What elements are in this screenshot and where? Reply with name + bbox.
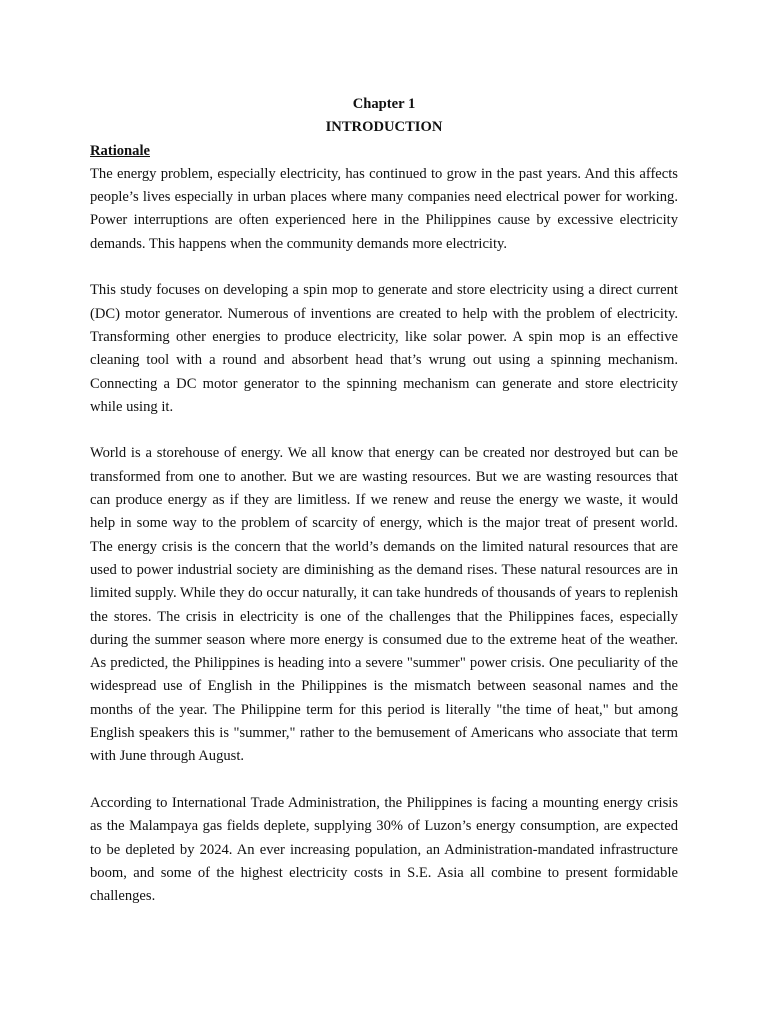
chapter-number: Chapter 1 xyxy=(352,96,416,112)
paragraph: According to International Trade Administration, the Philippines is facing a mounting energy crisis as the Malampaya gas fields deplete, supplying 30% of Luzon’s energy consumption, are expected to be depleted by 2024. An ever increasing population, an Administration-mandated infrastructure boom, and some of the highest electricity costs in S.E. Asia all combine to present formidable challenges. xyxy=(90,794,678,905)
paragraph: The energy problem, especially electricity, has continued to grow in the past years. And this affects people’s lives especially in urban places where many companies need electrical power for working. Power interruptions are often experienced here in the Philippines cause by excessive electricity demands. This happens when the community demands more electricity. xyxy=(90,165,678,252)
chapter-title: INTRODUCTION xyxy=(325,119,443,136)
paragraph: This study focuses on developing a spin mop to generate and store electricity using a direct current (DC) motor generator. Numerous of inventions are created to help with the problem of electricity. Transforming other energies to produce electricity, like solar power. A spin mop is an effective cleaning tool with a round and absorbent head that’s wrung out using a spinning mechanism. Connecting a DC motor generator to the spinning mechanism can generate and store electricity while using it. xyxy=(90,282,678,415)
paragraph: World is a storehouse of energy. We all know that energy can be created nor destroyed but can be transformed from one to another. But we are wasting resources. But we are wasting resources that can produce energy as if they are limitless. If we renew and reuse the energy we waste, it would help in some way to the problem of scarcity of energy, which is the major treat of present world. The energy crisis is the concern that the world’s demands on the limited natural resources that are used to power industrial society are diminishing as the demand rises. These natural resources are in limited supply. While they do occur naturally, it can take hundreds of thousands of years to replenish the stores. The crisis in electricity is one of the challenges that the Philippines faces, especially during the summer season where more energy is consumed due to the extreme heat of the weather. As predicted, the Philippines is heading into a severe "summer" power crisis. One peculiarity of the widespread use of English in the Philippines is the mismatch between seasonal names and the months of the year. The Philippine term for this period is literally "the time of heat," but among English speakers this is "summer," rather to the bemusement of Americans who associate that term with June through August. xyxy=(90,445,678,765)
section-heading: Rationale xyxy=(90,142,150,159)
body-text xyxy=(90,163,678,909)
document-page xyxy=(90,93,678,908)
